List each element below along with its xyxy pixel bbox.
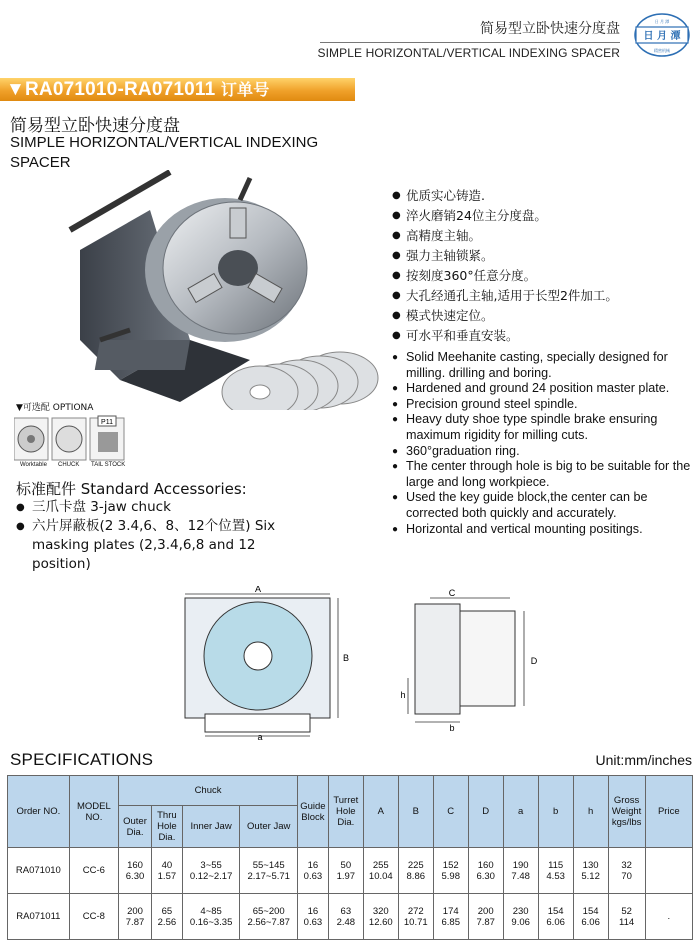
cell-A: 320 12.60 [363, 894, 398, 940]
optional-label: ▼可选配 OPTIONA [16, 403, 94, 413]
cell-a: 230 9.06 [503, 894, 538, 940]
cell-D: 200 7.87 [468, 894, 503, 940]
dim-D-label: D [530, 656, 538, 666]
cell-guide-block: 16 0.63 [298, 848, 329, 894]
cell-outer-jaw: 55~145 2.17~5.71 [240, 848, 298, 894]
header-B: B [398, 776, 433, 848]
side-view-drawing [400, 586, 550, 736]
cell-inner-jaw: 4~85 0.16~3.35 [182, 894, 240, 940]
features-cn-list [392, 186, 697, 346]
dim-b-label: b [449, 723, 455, 733]
product-title-en-line1: SIMPLE HORIZONTAL/VERTICAL INDEXING [10, 134, 319, 151]
cell-C: 152 5.98 [433, 848, 468, 894]
dim-B-label: B [342, 653, 350, 663]
accessories-title: 标准配件 Standard Accessories: [16, 480, 247, 498]
cell-price: . [645, 894, 692, 940]
cell-h: 154 6.06 [573, 894, 608, 940]
order-suffix: 订单号 [220, 80, 270, 99]
product-photo [60, 170, 380, 410]
list-item: ● 高精度主轴。 [392, 226, 697, 246]
header-model-no: MODEL NO. [69, 776, 118, 848]
header-divider [320, 42, 620, 43]
list-item: ● 三爪卡盘 3-jaw chuck [16, 498, 296, 517]
optional-item-chuck: CHUCK [58, 462, 80, 468]
table-row [8, 894, 693, 940]
list-item: ● 强力主轴锁紧。 [392, 246, 697, 266]
list-item: ● Hardened and ground 24 position master plate. [392, 381, 698, 397]
header-turret-hole: Turret Hole Dia. [328, 776, 363, 848]
cell-b: 154 6.06 [538, 894, 573, 940]
logo-bottom-text: 精密机械 [654, 48, 670, 53]
cell-turret-hole: 50 1.97 [328, 848, 363, 894]
cell-A: 255 10.04 [363, 848, 398, 894]
list-item: ● 大孔经通孔主轴,适用于长型2件加工。 [392, 286, 697, 306]
cell-B: 272 10.71 [398, 894, 433, 940]
logo-text: 日 月 潭 [643, 31, 681, 42]
cell-turret-hole: 63 2.48 [328, 894, 363, 940]
order-code: ▼RA071010-RA071011 [6, 79, 216, 100]
product-title-cn: 简易型立卧快速分度盘 [10, 116, 180, 136]
cell-thru-hole: 65 2.56 [151, 894, 182, 940]
specifications-table [7, 775, 693, 940]
list-item: ● Used the key guide block,the center can be corrected both quickly and accurately. [392, 490, 698, 521]
company-logo [632, 10, 692, 60]
list-item: ● 按刻度360°任意分度。 [392, 266, 697, 286]
header-outer-dia: Outer Dia. [119, 806, 152, 848]
header-C: C [433, 776, 468, 848]
optional-item-tail-stock: TAIL STOCK [91, 462, 126, 468]
list-item: ● The center through hole is big to be suitable for the large and long workpiece. [392, 459, 698, 490]
cell-outer-dia: 160 6.30 [119, 848, 152, 894]
specifications-title: SPECIFICATIONS [10, 750, 154, 769]
list-item: ● Horizontal and vertical mounting positings. [392, 522, 698, 538]
list-item: ● 优质实心铸造. [392, 186, 697, 206]
header-thru-hole: Thru Hole Dia. [151, 806, 182, 848]
header-guide-block: Guide Block [298, 776, 329, 848]
header-chuck: Chuck [119, 776, 298, 806]
header-a: a [503, 776, 538, 848]
dim-a-label: a [257, 732, 263, 741]
cell-inner-jaw: 3~55 0.12~2.17 [182, 848, 240, 894]
header-A: A [363, 776, 398, 848]
dim-C-label: C [448, 588, 456, 598]
table-row [8, 848, 693, 894]
cell-price [645, 848, 692, 894]
cell-thru-hole: 40 1.57 [151, 848, 182, 894]
list-item: ● 360°graduation ring. [392, 444, 698, 460]
list-item: ● Solid Meehanite casting, specially designed for milling. drilling and boring. [392, 350, 698, 381]
cell-order-no: RA071010 [8, 848, 70, 894]
header-inner-jaw: Inner Jaw [182, 806, 240, 848]
cell-outer-jaw: 65~200 2.56~7.87 [240, 894, 298, 940]
header-D: D [468, 776, 503, 848]
cell-outer-dia: 200 7.87 [119, 894, 152, 940]
header-gross-weight: Gross Weight kgs/lbs [608, 776, 645, 848]
header-b: b [538, 776, 573, 848]
list-item: ● 六片屏蔽板(2 3.4,6、8、12个位置) Six masking plates (2,3.4,6,8 and 12 position) [16, 517, 296, 574]
order-number-text [6, 78, 269, 101]
header-outer-jaw: Outer Jaw [240, 806, 298, 848]
header-title-en: SIMPLE HORIZONTAL/VERTICAL INDEXING SPACER [317, 46, 620, 60]
cell-h: 130 5.12 [573, 848, 608, 894]
header-price: Price [645, 776, 692, 848]
cell-model: CC-8 [69, 894, 118, 940]
header-order-no: Order NO. [8, 776, 70, 848]
cell-b: 115 4.53 [538, 848, 573, 894]
list-item: ● 淬火磨销24位主分度盘。 [392, 206, 697, 226]
header-title-cn: 简易型立卧快速分度盘 [480, 21, 620, 37]
header-h: h [573, 776, 608, 848]
accessories-list [16, 498, 296, 574]
optional-item-worktable: Worktable [20, 462, 47, 468]
list-item: ● 模式快速定位。 [392, 306, 697, 326]
cell-D: 160 6.30 [468, 848, 503, 894]
cell-a: 190 7.48 [503, 848, 538, 894]
list-item: ● Precision ground steel spindle. [392, 397, 698, 413]
front-view-drawing [180, 586, 355, 741]
order-number-bar [0, 78, 355, 101]
cell-gross-weight: 52 114 [608, 894, 645, 940]
list-item: ● Heavy duty shoe type spindle brake ensuring maximum rigidity for milling cuts. [392, 412, 698, 443]
cell-C: 174 6.85 [433, 894, 468, 940]
product-title-en-line2: SPACER [10, 154, 71, 171]
features-en-list [392, 350, 698, 537]
cell-B: 225 8.86 [398, 848, 433, 894]
dim-A-label: A [254, 586, 262, 594]
cell-guide-block: 16 0.63 [298, 894, 329, 940]
cell-model: CC-6 [69, 848, 118, 894]
logo-top-text: 日 月 潭 [654, 19, 670, 24]
specifications-unit: Unit:mm/inches [595, 752, 692, 768]
cell-order-no: RA071011 [8, 894, 70, 940]
tail-stock-badge: P11 [101, 419, 113, 426]
dim-h-label: h [400, 690, 406, 700]
list-item: ● 可水平和垂直安装。 [392, 326, 697, 346]
cell-gross-weight: 32 70 [608, 848, 645, 894]
